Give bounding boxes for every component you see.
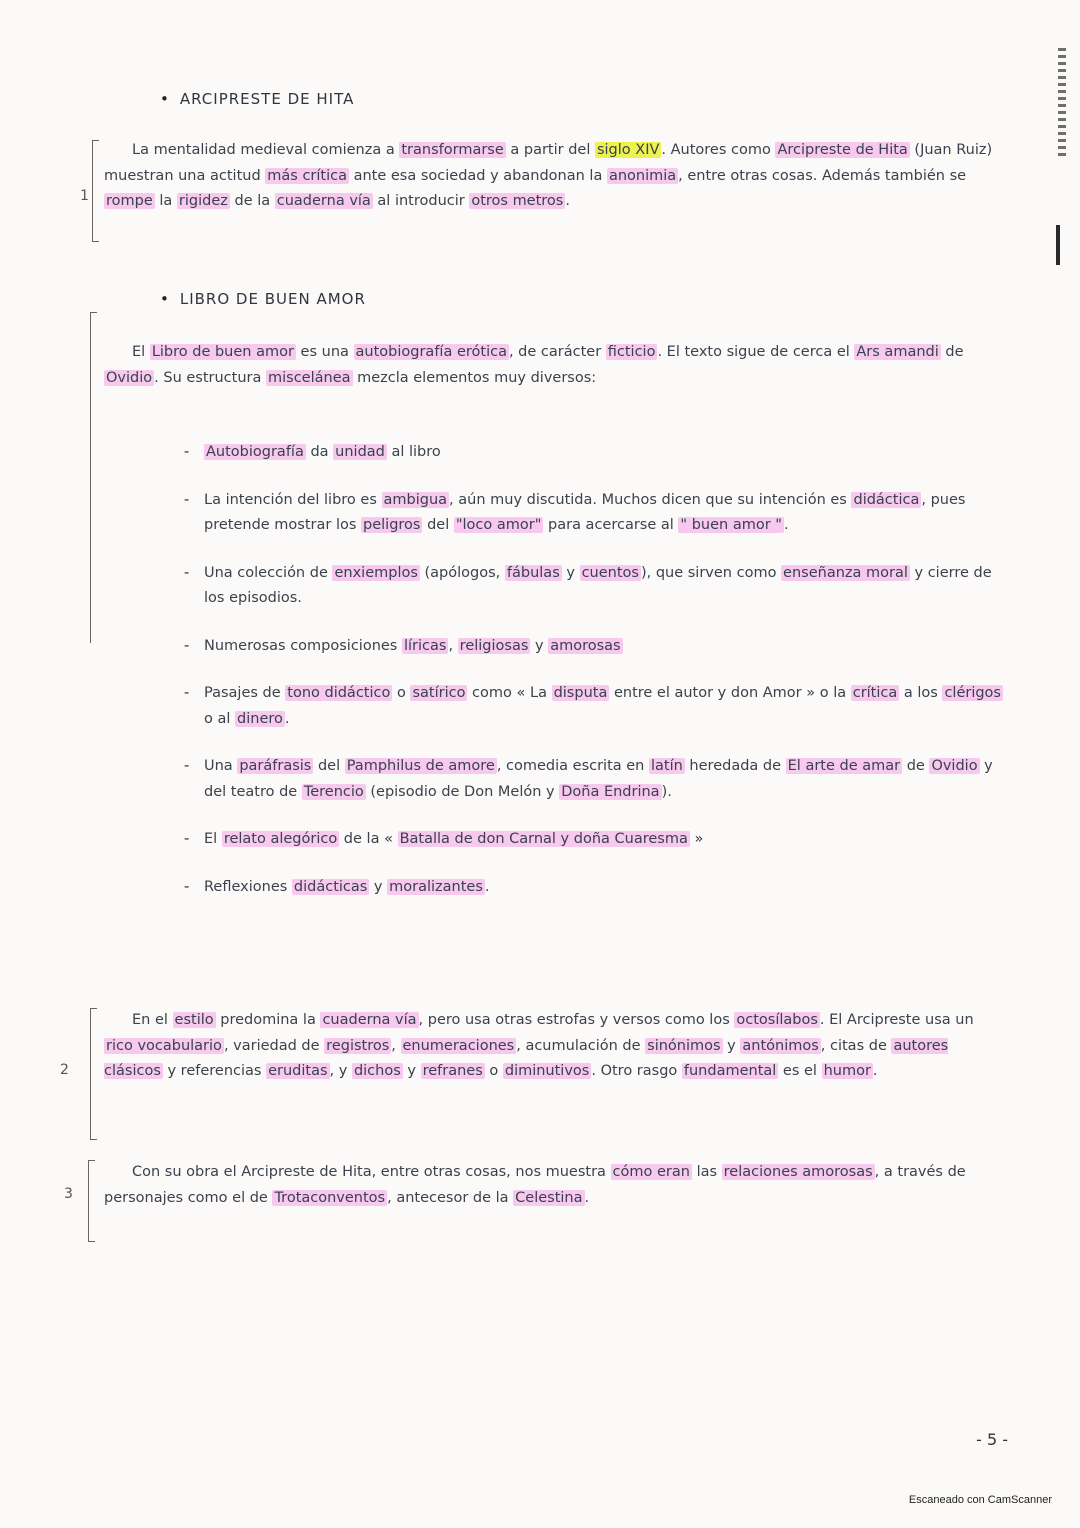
highlight: moralizantes: [389, 878, 483, 895]
page-number: - 5 -: [976, 1430, 1008, 1449]
text: , acumulación de: [516, 1037, 646, 1054]
margin-bracket: [92, 140, 99, 242]
highlight: Autobiografía: [206, 444, 304, 460]
text: y referencias: [162, 1063, 267, 1079]
highlight: crítica: [852, 685, 898, 701]
text: , de carácter: [508, 344, 606, 360]
highlight: cuentos: [581, 564, 639, 581]
text: la: [154, 193, 177, 209]
text: al introducir: [372, 193, 470, 209]
text: El: [132, 344, 150, 360]
text: .: [284, 710, 290, 727]
highlight: dinero: [237, 710, 283, 727]
text: y del teatro de: [204, 758, 993, 800]
highlight: autobiografía erótica: [355, 344, 507, 360]
text: es el: [778, 1063, 822, 1079]
highlight: latín: [651, 758, 683, 774]
text: »: [689, 831, 704, 847]
highlight: clérigos: [944, 685, 1001, 701]
element-list: [182, 440, 1012, 922]
text: La intención del libro es: [204, 491, 382, 508]
highlight: peligros: [363, 517, 421, 533]
text: al libro: [386, 444, 441, 460]
text: .: [783, 517, 789, 533]
highlight: miscelánea: [267, 369, 351, 386]
paragraph-1: [104, 138, 994, 215]
highlight: Terencio: [303, 783, 364, 800]
text: . El texto sigue de cerca el: [657, 344, 855, 360]
text: o: [392, 685, 411, 701]
text: del: [313, 758, 345, 774]
highlight-yellow: siglo XIV: [596, 142, 660, 158]
highlight: transformarse: [401, 142, 504, 158]
highlight: Pamphilus de amore: [346, 758, 495, 774]
highlight: rigidez: [178, 193, 228, 209]
text: y: [369, 878, 388, 895]
text: Pasajes de: [204, 685, 286, 701]
text: ,: [391, 1037, 401, 1054]
list-item: [182, 634, 1012, 660]
text: .: [565, 193, 570, 209]
text: , pues pretende mostrar los: [204, 491, 966, 533]
heading-arcipreste: • ARCIPRESTE DE HITA: [160, 90, 354, 108]
text: para acercarse al: [543, 517, 679, 533]
text: Con su obra el Arcipreste de Hita, entre otras cosas, nos muestra: [132, 1164, 611, 1180]
scanner-watermark: Escaneado con CamScanner: [908, 1494, 1052, 1506]
text: y cierre de los episodios.: [204, 564, 992, 606]
highlight: satírico: [412, 685, 466, 701]
text: y: [561, 564, 580, 581]
text: , y: [329, 1063, 352, 1079]
text: de la «: [339, 831, 398, 847]
highlight: cuaderna vía: [276, 193, 371, 209]
text: es una: [295, 344, 354, 360]
highlight: cuaderna vía: [322, 1012, 417, 1028]
text: ), que sirven como: [640, 564, 782, 581]
margin-number: 1: [80, 188, 89, 204]
text: . Otro rasgo: [591, 1063, 682, 1079]
text: . El Arcipreste usa un: [819, 1012, 974, 1028]
text: , aún muy discutida. Muchos dicen que su intención es: [449, 491, 852, 508]
heading-libro-buen-amor: • LIBRO DE BUEN AMOR: [160, 290, 366, 308]
text: del: [422, 517, 454, 533]
list-item: [182, 440, 1012, 466]
text: las: [691, 1164, 722, 1180]
highlight: relaciones amorosas: [723, 1164, 873, 1180]
highlight: tono didáctico: [287, 685, 391, 701]
text: de la: [229, 193, 275, 209]
text: . Su estructura: [154, 369, 266, 386]
highlight: enxiemplos: [334, 564, 418, 581]
highlight: estilo: [174, 1012, 214, 1028]
highlight: ambigua: [383, 491, 448, 508]
list-item: [182, 827, 1012, 853]
highlight: otros metros: [471, 193, 564, 209]
text: de: [902, 758, 930, 774]
text: a partir del: [505, 142, 595, 158]
highlight: más crítica: [267, 167, 347, 184]
highlight: refranes: [422, 1063, 483, 1079]
margin-bracket: [90, 312, 97, 643]
list-item: [182, 754, 1012, 805]
text: da: [305, 444, 334, 460]
margin-bracket: [88, 1160, 95, 1242]
highlight: eruditas: [268, 1063, 328, 1079]
text: (apólogos,: [419, 564, 505, 581]
margin-bracket: [90, 1008, 97, 1140]
margin-number: 3: [64, 1186, 73, 1202]
highlight: anonimia: [608, 167, 677, 184]
highlight: unidad: [335, 444, 385, 460]
highlight: fábulas: [506, 564, 560, 581]
text: o al: [204, 710, 236, 727]
text: y: [402, 1063, 421, 1079]
text: .: [484, 878, 490, 895]
list-item: [182, 681, 1012, 732]
margin-number: 2: [60, 1062, 69, 1078]
highlight: Trotaconventos: [274, 1189, 386, 1206]
paragraph-3: [104, 1008, 1004, 1085]
highlight: antónimos: [742, 1037, 819, 1054]
highlight: ficticio: [607, 344, 656, 360]
text: , comedia escrita en: [496, 758, 649, 774]
highlight: registros: [326, 1037, 390, 1054]
text: ).: [661, 783, 672, 800]
highlight: enseñanza moral: [783, 564, 908, 581]
highlight: Celestina: [515, 1189, 583, 1206]
highlight: "loco amor": [455, 517, 542, 533]
text: , antecesor de la: [387, 1189, 514, 1206]
highlight: amorosas: [550, 637, 621, 654]
highlight: autores clásicos: [104, 1037, 949, 1079]
scan-edge-mark: [1058, 48, 1066, 158]
text: o: [484, 1063, 503, 1079]
text: , variedad de: [223, 1037, 325, 1054]
text: (Juan Ruiz) muestran una actitud: [104, 142, 993, 184]
highlight: didácticas: [293, 878, 368, 895]
highlight: El arte de amar: [787, 758, 901, 774]
highlight: rompe: [106, 193, 153, 209]
highlight: rico vocabulario: [106, 1037, 222, 1054]
highlight: paráfrasis: [239, 758, 312, 774]
highlight: Ars amandi: [856, 344, 939, 360]
text: (episodio de Don Melón y: [365, 783, 560, 800]
highlight: Arcipreste de Hita: [777, 142, 908, 158]
text: Una colección de: [204, 564, 333, 581]
highlight: " buen amor ": [680, 517, 782, 533]
highlight: religiosas: [459, 637, 529, 654]
highlight: relato alegórico: [223, 831, 338, 847]
list-item: [182, 875, 1012, 901]
text: como « La: [467, 685, 552, 701]
highlight: dichos: [353, 1063, 401, 1079]
text: , citas de: [820, 1037, 892, 1054]
text: En el: [132, 1012, 173, 1028]
text: a los: [899, 685, 943, 701]
text: predomina la: [215, 1012, 321, 1028]
text: de: [940, 344, 964, 360]
text: , entre otras cosas. Además también se: [678, 167, 967, 184]
paragraph-4: [104, 1160, 1004, 1211]
highlight: Doña Endrina: [561, 783, 660, 800]
scan-edge-mark-2: [1056, 225, 1060, 265]
text: . Autores como: [661, 142, 776, 158]
text: y: [530, 637, 549, 654]
highlight: cómo eran: [612, 1164, 690, 1180]
text: heredada de: [684, 758, 786, 774]
list-item: [182, 488, 1012, 539]
highlight: líricas: [403, 637, 447, 654]
text: Reflexiones: [204, 878, 292, 895]
text: El: [204, 831, 222, 847]
highlight: fundamental: [683, 1063, 777, 1079]
text: La mentalidad medieval comienza a: [132, 142, 400, 158]
text: ,: [448, 637, 458, 654]
highlight: didáctica: [853, 491, 920, 508]
highlight: disputa: [553, 685, 608, 701]
text: , pero usa otras estrofas y versos como los: [418, 1012, 735, 1028]
text: .: [872, 1063, 878, 1079]
text: entre el autor y don Amor » o la: [609, 685, 851, 701]
highlight: humor: [823, 1063, 871, 1079]
highlight: enumeraciones: [402, 1037, 515, 1054]
highlight: Ovidio: [106, 369, 153, 386]
paragraph-2: [104, 340, 994, 391]
highlight: Batalla de don Carnal y doña Cuaresma: [399, 831, 688, 847]
highlight: octosílabos: [736, 1012, 818, 1028]
highlight: sinónimos: [647, 1037, 721, 1054]
text: ante esa sociedad y abandonan la: [348, 167, 607, 184]
text: y: [722, 1037, 741, 1054]
text: Numerosas composiciones: [204, 637, 402, 654]
highlight: Ovidio: [931, 758, 978, 774]
text: Una: [204, 758, 238, 774]
text: .: [584, 1189, 590, 1206]
highlight: diminutivos: [504, 1063, 590, 1079]
text: , a través de personajes como el de: [104, 1164, 966, 1206]
list-item: [182, 561, 1012, 612]
highlight: Libro de buen amor: [151, 344, 294, 360]
text: mezcla elementos muy diversos:: [352, 369, 597, 386]
